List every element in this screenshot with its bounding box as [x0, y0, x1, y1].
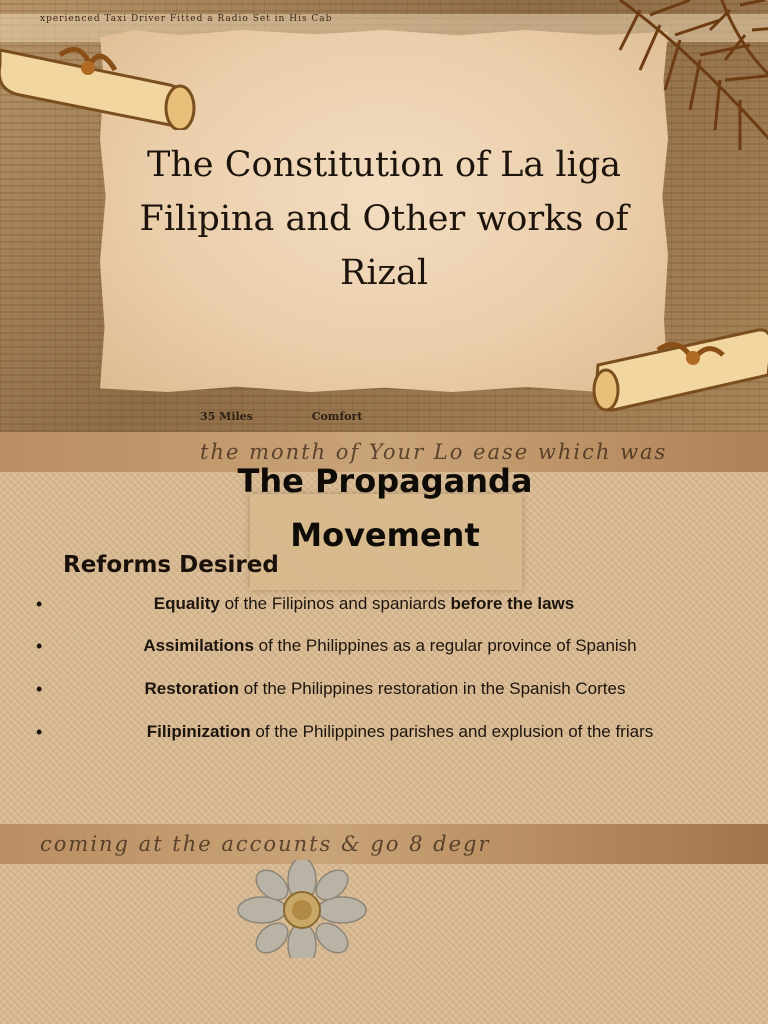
scroll-icon: [0, 20, 210, 130]
reform-keyword: Assimilations: [143, 636, 254, 655]
handwriting-band-top: the month of Your Lo ease which was: [0, 432, 768, 472]
list-item: [30, 590, 678, 618]
heading-line-2: Movement: [290, 516, 480, 554]
flower-icon: [232, 860, 372, 958]
section-heading: [200, 454, 570, 562]
reform-text: of the Philippines parishes and explusion of the friars: [250, 722, 654, 741]
reform-emphasis: before the laws: [450, 594, 575, 613]
reform-text: of the Philippines restoration in the Spanish Cortes: [238, 679, 626, 698]
title-line-1: The Constitution of La liga: [147, 145, 621, 185]
list-item: [30, 675, 720, 703]
newspaper-headline: xperienced Taxi Driver Fitted a Radio Set in His Cab: [0, 14, 768, 42]
scroll-icon: [588, 320, 768, 430]
list-item: [30, 718, 730, 746]
list-item: [30, 632, 730, 660]
newspaper-footer: [200, 410, 362, 423]
reform-keyword: Equality: [153, 594, 220, 613]
newspaper-miles: 35 Miles: [200, 410, 253, 423]
slide-title: [104, 138, 664, 300]
bullet-icon: •: [36, 722, 43, 742]
title-line-3: Rizal: [339, 253, 429, 293]
reform-keyword: Restoration: [144, 679, 239, 698]
title-slide: [0, 0, 768, 432]
bullet-icon: •: [36, 636, 43, 656]
bullet-icon: •: [36, 679, 43, 699]
handwriting-band-bottom: coming at the accounts & go 8 degr: [0, 824, 768, 864]
reform-keyword: Filipinization: [146, 722, 251, 741]
fern-leaf-icon: [600, 0, 768, 180]
newspaper-comfort: Comfort: [311, 410, 363, 423]
subheading: Reforms Desired: [63, 552, 279, 578]
reform-text: of the Philippines as a regular province of Spanish: [253, 636, 637, 655]
content-slide: [0, 432, 768, 1024]
bullet-icon: •: [36, 594, 43, 614]
heading-line-1: The Propaganda: [237, 462, 533, 500]
title-line-2: Filipina and Other works of: [139, 199, 629, 239]
reform-text: of the Filipinos and spaniards: [219, 594, 451, 613]
